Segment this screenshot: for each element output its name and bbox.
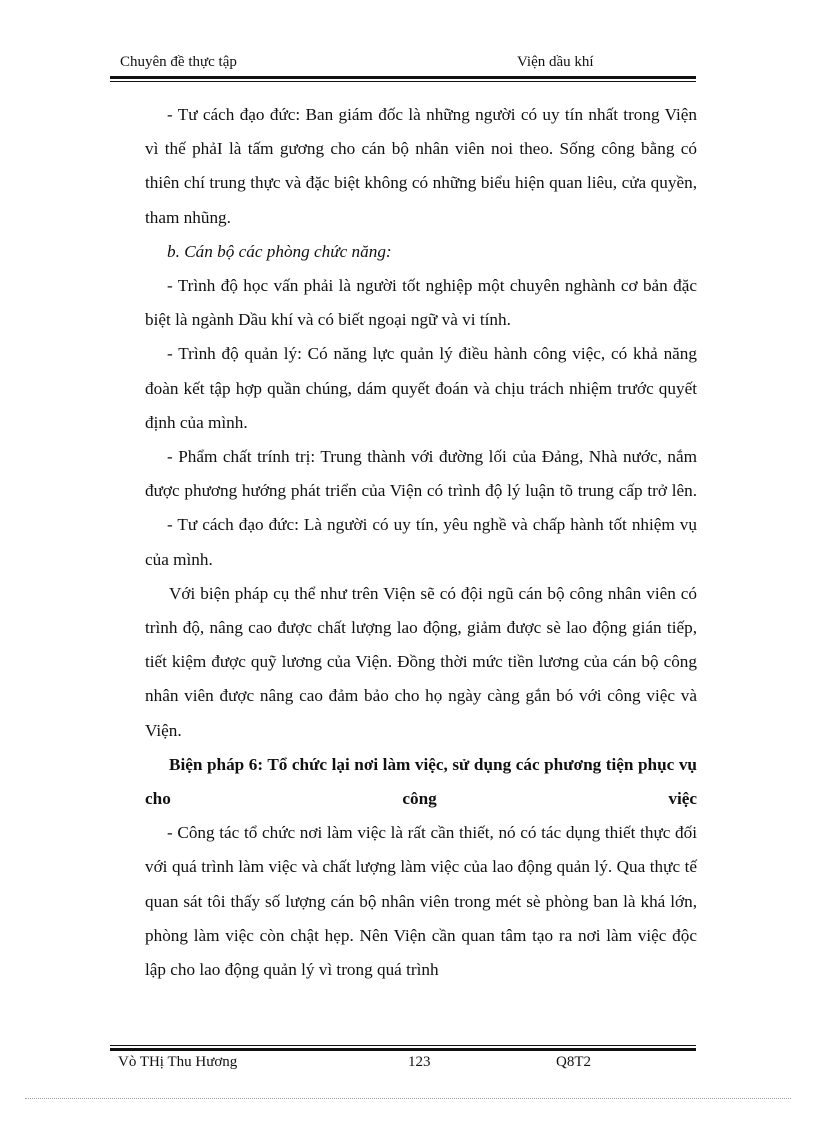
page-boundary [25,1098,791,1099]
page-number: 123 [408,1054,431,1070]
paragraph: - Trình độ học vấn phải là người tốt nghiệp một chuyên nghành cơ bản đặc biệt là ngành Dầu khí và có biết ngoại ngữ và vi tính. [145,276,697,330]
page-footer [110,1052,696,1076]
paragraph: - Phẩm chất trính trị: Trung thành với đường lối của Đảng, Nhà nước, nắm được phương hướng phát triển của Viện có trình độ lý luận tõ trung cấp trở lên. [145,447,697,501]
paragraph: - Công tác tổ chức nơi làm việc là rất cần thiết, nó có tác dụng thiết thực đối với quá trình làm việc và chất lượng làm việc của lao động quản lý. Qua thực tế quan sát tôi thấy số lượng cán bộ nhân viên trong mét sè phòng ban là khá lớn, phòng làm việc còn chật hẹp. Nên Viện cần quan tâm tạo ra nơi làm việc độc lập cho lao động quản lý vì trong quá trình [145,823,697,980]
paragraph: - Trình độ quản lý: Có năng lực quản lý điều hành công việc, có khả năng đoàn kết tập hợp quần chúng, dám quyết đoán và chịu trách nhiệm trước quyết định của mình. [145,344,697,432]
header-right-title: Viện dầu khí [517,54,594,70]
footer-author: Vò THị Thu Hương [118,1054,238,1070]
paragraph: Với biện pháp cụ thể như trên Viện sẽ có đội ngũ cán bộ công nhân viên có trình độ, nâng cao được chất lượng lao động, giảm được sè lao động gián tiếp, tiết kiệm được quỹ lương của Viện. Đồng thời mức tiền lương của cán bộ công nhân viên được nâng cao đảm bảo cho họ ngày càng gắn bó với công việc và Viện. [145,583,697,740]
document-body [145,98,697,987]
section-subheading: b. Cán bộ các phòng chức năng: [167,241,392,261]
header-rule-thin [110,81,696,82]
page-header [110,52,696,76]
header-left-title: Chuyên đề thực tập [120,54,237,70]
paragraph: - Tư cách đạo đức: Ban giám đốc là những người có uy tín nhất trong Viện vì thế phảI là tấm gương cho cán bộ nhân viên noi theo. Sống công bằng có thiên chí trung thực và đặc biệt không có những biểu hiện quan liêu, cửa quyền, tham nhũng. [145,105,697,227]
footer-rule-thin [110,1045,696,1046]
section-heading: Biện pháp 6: Tổ chức lại nơi làm việc, sử dụng các phương tiện phục vụ cho công việc [145,754,697,809]
footer-code: Q8T2 [556,1054,591,1070]
paragraph: - Tư cách đạo đức: Là người có uy tín, yêu nghề và chấp hành tốt nhiệm vụ của mình. [145,515,697,569]
header-rule-thick [110,76,696,79]
footer-rule-thick [110,1048,696,1051]
